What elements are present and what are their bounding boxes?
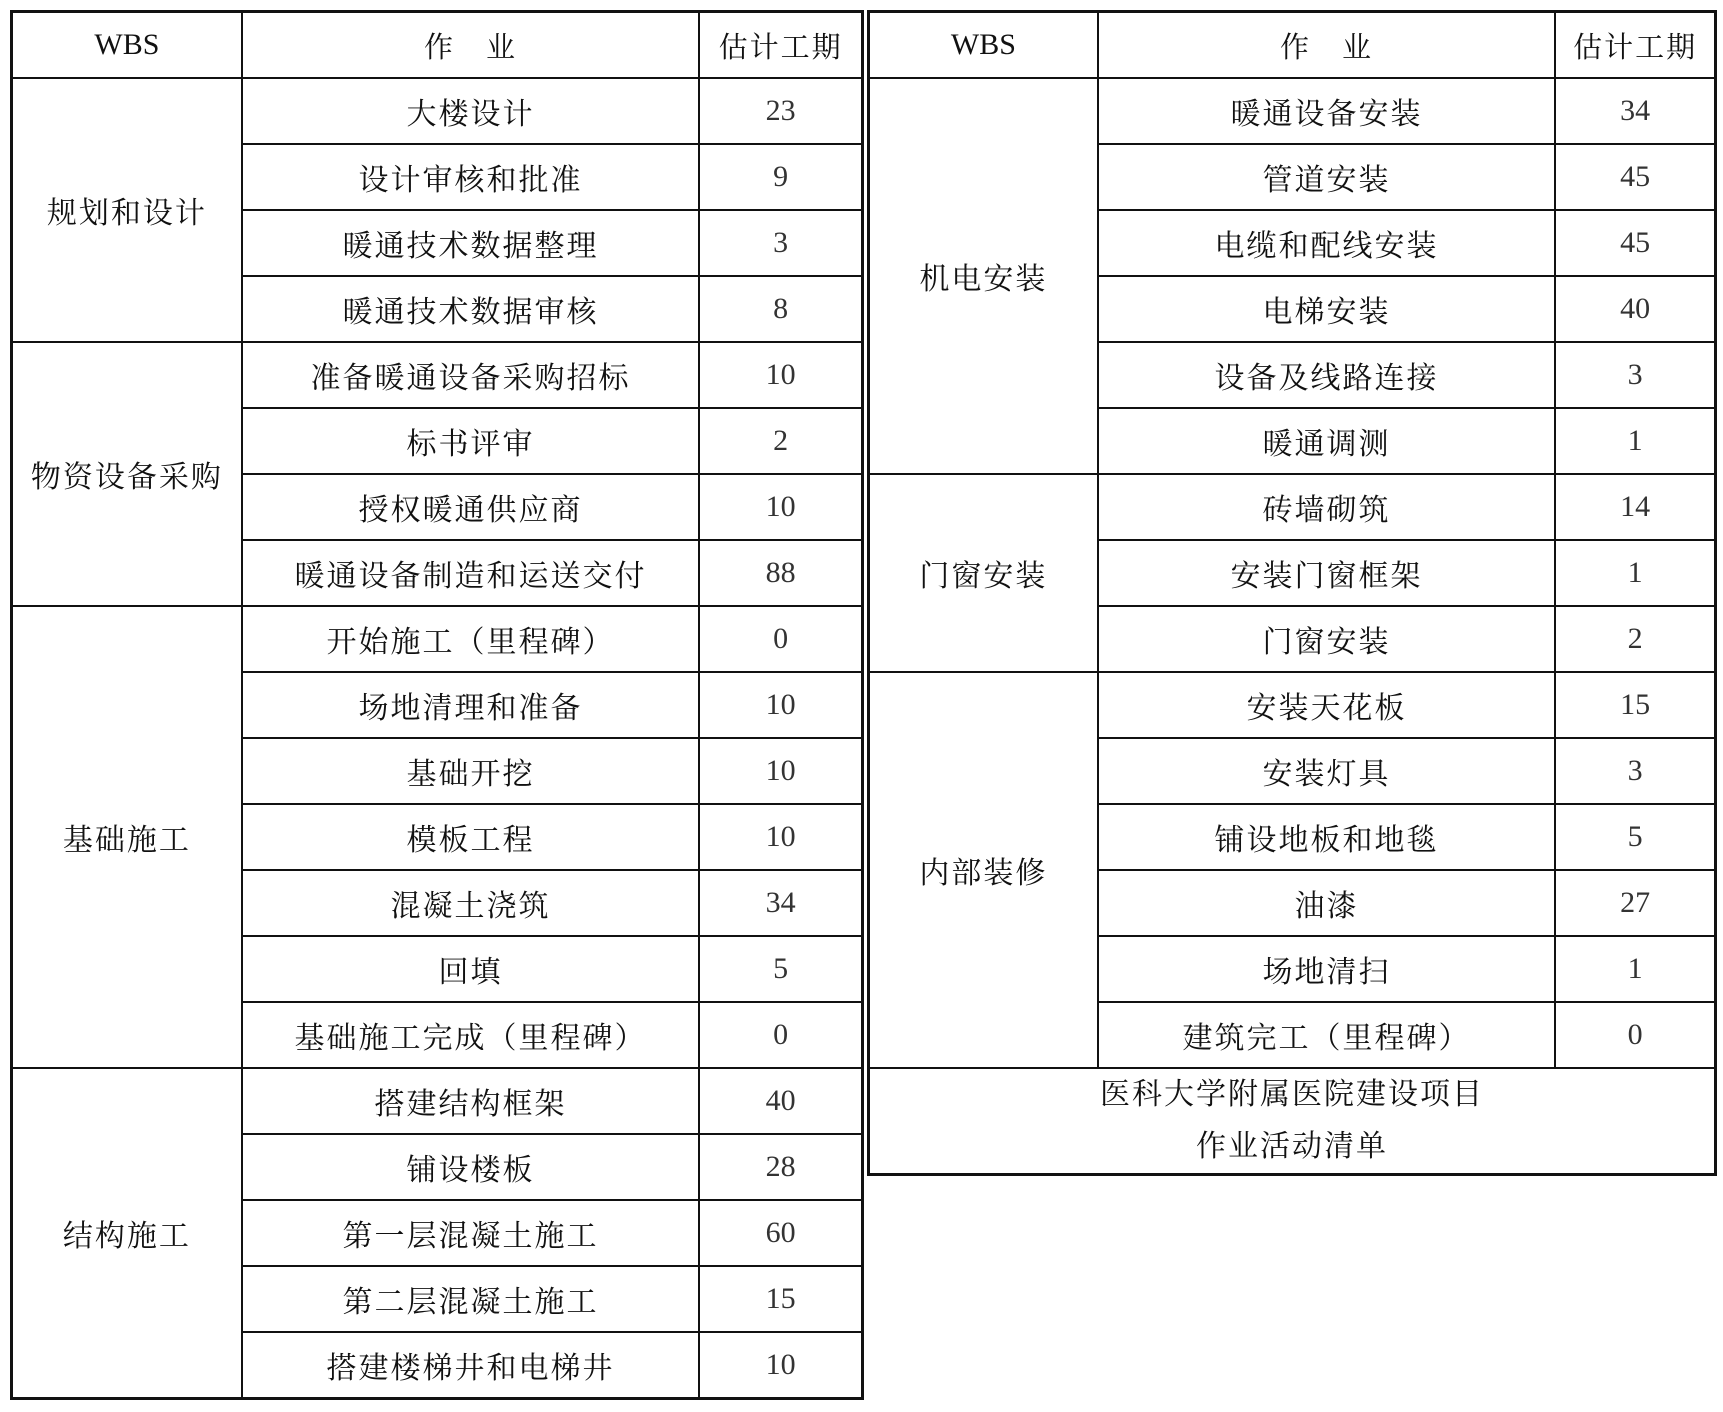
wbs-group-cell: 规划和设计 — [12, 78, 242, 342]
table-row — [869, 672, 1716, 738]
task-name-cell: 第二层混凝土施工 — [242, 1266, 700, 1332]
task-name-cell: 砖墙砌筑 — [1098, 474, 1556, 540]
task-name-cell: 铺设楼板 — [242, 1134, 700, 1200]
task-duration-cell: 34 — [1555, 78, 1715, 144]
task-duration-cell: 45 — [1555, 210, 1715, 276]
table-row — [869, 474, 1716, 540]
wbs-group-cell: 基础施工 — [12, 606, 242, 1068]
task-name-cell: 安装门窗框架 — [1098, 540, 1556, 606]
task-duration-cell: 60 — [699, 1200, 862, 1266]
task-name-cell: 授权暖通供应商 — [242, 474, 700, 540]
task-duration-cell: 1 — [1555, 936, 1715, 1002]
table-row — [869, 78, 1716, 144]
header-row — [869, 12, 1716, 79]
task-duration-cell: 10 — [699, 738, 862, 804]
wbs-group-cell: 门窗安装 — [869, 474, 1098, 672]
wbs-group-cell: 结构施工 — [12, 1068, 242, 1399]
task-duration-cell: 15 — [1555, 672, 1715, 738]
task-name-cell: 搭建结构框架 — [242, 1068, 700, 1134]
task-duration-cell: 15 — [699, 1266, 862, 1332]
table-row — [12, 78, 863, 144]
task-duration-cell: 0 — [699, 1002, 862, 1068]
task-duration-cell: 10 — [699, 1332, 862, 1399]
task-duration-cell: 8 — [699, 276, 862, 342]
task-duration-cell: 88 — [699, 540, 862, 606]
task-duration-cell: 2 — [699, 408, 862, 474]
caption-line-2: 作业活动清单 — [1196, 1129, 1388, 1164]
task-name-cell: 搭建楼梯井和电梯井 — [242, 1332, 700, 1399]
task-duration-cell: 5 — [699, 936, 862, 1002]
task-name-cell: 基础施工完成（里程碑） — [242, 1002, 700, 1068]
header-row — [12, 12, 863, 79]
table-caption-note — [869, 1068, 1716, 1175]
table-row — [12, 1068, 863, 1134]
task-name-cell: 安装天花板 — [1098, 672, 1556, 738]
task-name-cell: 暖通技术数据审核 — [242, 276, 700, 342]
task-duration-cell: 40 — [1555, 276, 1715, 342]
task-name-cell: 电梯安装 — [1098, 276, 1556, 342]
task-duration-cell: 3 — [699, 210, 862, 276]
task-duration-cell: 23 — [699, 78, 862, 144]
wbs-group-cell: 物资设备采购 — [12, 342, 242, 606]
left-activity-table — [10, 10, 864, 1400]
task-name-cell: 暖通设备制造和运送交付 — [242, 540, 700, 606]
task-duration-cell: 9 — [699, 144, 862, 210]
task-duration-cell: 10 — [699, 474, 862, 540]
task-name-cell: 基础开挖 — [242, 738, 700, 804]
task-name-cell: 油漆 — [1098, 870, 1556, 936]
task-name-cell: 建筑完工（里程碑） — [1098, 1002, 1556, 1068]
right-table-body — [869, 78, 1716, 1175]
task-name-cell: 混凝土浇筑 — [242, 870, 700, 936]
task-name-cell: 回填 — [242, 936, 700, 1002]
task-name-cell: 第一层混凝土施工 — [242, 1200, 700, 1266]
task-duration-cell: 27 — [1555, 870, 1715, 936]
task-name-cell: 铺设地板和地毯 — [1098, 804, 1556, 870]
task-duration-cell: 14 — [1555, 474, 1715, 540]
task-duration-cell: 3 — [1555, 738, 1715, 804]
task-name-cell: 安装灯具 — [1098, 738, 1556, 804]
task-duration-cell: 10 — [699, 804, 862, 870]
task-duration-cell: 40 — [699, 1068, 862, 1134]
task-duration-cell: 45 — [1555, 144, 1715, 210]
task-name-cell: 场地清理和准备 — [242, 672, 700, 738]
task-name-cell: 暖通技术数据整理 — [242, 210, 700, 276]
table-row — [12, 342, 863, 408]
wbs-group-cell: 内部装修 — [869, 672, 1098, 1068]
left-table-body — [12, 78, 863, 1399]
duration-header: 估计工期 — [699, 12, 862, 79]
task-name-cell: 暖通设备安装 — [1098, 78, 1556, 144]
task-header: 作 业 — [1098, 12, 1556, 79]
task-duration-cell: 34 — [699, 870, 862, 936]
task-name-cell: 电缆和配线安装 — [1098, 210, 1556, 276]
task-header: 作 业 — [242, 12, 700, 79]
right-activity-table — [867, 10, 1717, 1176]
task-name-cell: 模板工程 — [242, 804, 700, 870]
task-name-cell: 开始施工（里程碑） — [242, 606, 700, 672]
task-name-cell: 设计审核和批准 — [242, 144, 700, 210]
wbs-header: WBS — [12, 12, 242, 79]
table-row — [12, 606, 863, 672]
task-name-cell: 准备暖通设备采购招标 — [242, 342, 700, 408]
task-name-cell: 大楼设计 — [242, 78, 700, 144]
task-name-cell: 暖通调测 — [1098, 408, 1556, 474]
task-duration-cell: 1 — [1555, 408, 1715, 474]
task-name-cell: 管道安装 — [1098, 144, 1556, 210]
task-name-cell: 场地清扫 — [1098, 936, 1556, 1002]
task-duration-cell: 1 — [1555, 540, 1715, 606]
caption-line-1: 医科大学附属医院建设项目 — [1100, 1077, 1484, 1112]
wbs-group-cell: 机电安装 — [869, 78, 1098, 474]
task-name-cell: 设备及线路连接 — [1098, 342, 1556, 408]
task-duration-cell: 5 — [1555, 804, 1715, 870]
task-duration-cell: 10 — [699, 672, 862, 738]
task-duration-cell: 3 — [1555, 342, 1715, 408]
task-name-cell: 标书评审 — [242, 408, 700, 474]
task-duration-cell: 28 — [699, 1134, 862, 1200]
task-duration-cell: 10 — [699, 342, 862, 408]
wbs-header: WBS — [869, 12, 1098, 79]
task-duration-cell: 2 — [1555, 606, 1715, 672]
task-duration-cell: 0 — [1555, 1002, 1715, 1068]
task-name-cell: 门窗安装 — [1098, 606, 1556, 672]
duration-header: 估计工期 — [1555, 12, 1715, 79]
task-duration-cell: 0 — [699, 606, 862, 672]
